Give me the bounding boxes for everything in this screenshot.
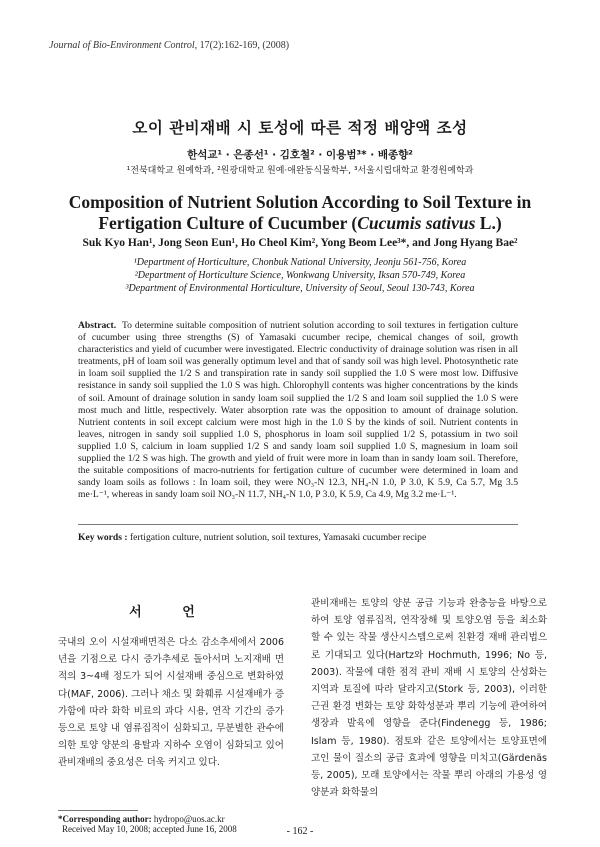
korean-title: 오이 관비재배 시 토성에 따른 적정 배양액 조성 xyxy=(132,119,468,137)
english-title-line2 xyxy=(40,213,560,234)
species-name: Cucumis sativus xyxy=(357,213,476,233)
english-title-line1: Composition of Nutrient Solution According to Soil Texture in xyxy=(68,192,532,212)
author-email: hydropo@uos.ac.kr xyxy=(153,814,225,824)
corresponding-author xyxy=(58,814,237,824)
keywords xyxy=(78,532,518,543)
title-part: L.) xyxy=(475,213,502,233)
korean-affiliations: ¹전북대학교 원예학과, ²원광대학교 원예·애완동식물학부, ³서울시립대학교 환경원예학과 xyxy=(126,166,474,176)
abstract-text: To determine suitable composition of nutrient solution according to soil textures in fertigation culture of cucumber using three strengths (S) of Yamasaki cucumber recipe, chemical changes of soil, growth characteristics and yield of cucumber were investigated. Electric conductivity of drainage solution was risen in all treatments, pH of loam soil was generally optimum level and that of sandy soil was high level. Photosynthetic rate in loam soil supplied the 1/2 S and transpiration rate in sandy soil supplied the 1.0 S were most low. Diffusive resistance in sandy soil supplied the 1.0 S was high. Chlorophyll contents was higher concentrations by the kinds of soil. Amount of drainage solution in sandy loam soil supplied the 1/2 S and loam soil supplied the 1.0 S were most much and little, respectively. Water absorption rate was the opposition to amount of drainage solution. Nutrient contents in soil except calcium were most high in the 1.0 S by the kinds of soil. Nutrient contents in leaves, nitrogen in sandy soil supplied 1.0 S, phosphorus in loam soil supplied 1/2 S, potassium in two soil supplied 1.0 S, calcium in loam supplied 1/2 S and sandy loam soil supplied 1.0 S, magnesium in loam soil supplied the 1/2 S was high. The growth and yield of fruit were more in loam than in sandy loam soil. Therefore, the suitable compositions of macro-nutrients for fertigation culture of cucumber were determined in loam and sandy loam soils as follows : In loam soil, they were NO₃-N 12.3, NH₄-N 1.0, P 3.0, K 5.9, Ca 5.7, Mg 3.5 me·L⁻¹, whereas in sandy loam soil NO₃-N 11.7, NH₄-N 1.0, P 3.0, K 5.9, Ca 4.9, Mg 3.2 me·L⁻¹. xyxy=(78,320,518,501)
journal-volume: 17(2):162-169, (2008) xyxy=(199,40,290,51)
intro-left-column: 국내의 오이 시설재배면적은 다소 감소추세에서 2006년을 기점으로 다시 증가추세로 돌아서며 노지재배 면적의 3~4배 정도가 되어 시설재배 중심으로 변화하였다(MAF, 2006). 그러나 채소 및 화훼류 시설재배가 증가함에 따라 화학 비료의 과다 시용, 연작 기간의 증가 등으로 토양 내 염류집적이 심화되고, 무분별한 관수에 의한 토양 양분의 용탈과 지하수 오염이 심화되고 있어 관비재배의 중요성은 더욱 커지고 있다. xyxy=(58,637,284,769)
keywords-text: fertigation culture, nutrient solution, soil textures, Yamasaki cucumber recipe xyxy=(129,532,427,543)
affiliation-2: ²Department of Horticulture Science, Wonkwang University, Iksan 570-749, Korea xyxy=(134,270,466,281)
keywords-label: Key words : xyxy=(78,532,128,543)
affiliation-1: ¹Department of Horticulture, Chonbuk National University, Jeonju 561-756, Korea xyxy=(133,257,467,268)
abstract-label: Abstract. xyxy=(78,320,117,331)
received-dates: Received May 10, 2008; accepted June 16, 2008 xyxy=(62,824,237,834)
footnote-divider xyxy=(58,810,138,811)
section-heading-introduction: 서 언 xyxy=(129,605,213,620)
english-authors: Suk Kyo Han¹, Jong Seon Eun¹, Ho Cheol Kim², Yong Beom Lee³*, and Jong Hyang Bae² xyxy=(82,237,518,249)
abstract xyxy=(78,320,518,501)
journal-name: Journal of Bio-Environment Control, xyxy=(49,40,198,51)
korean-authors: 한석교¹ · 은종선¹ · 김호철² · 이용범³* · 배종향² xyxy=(187,149,413,161)
journal-citation xyxy=(49,40,289,51)
footnote-label: *Corresponding author: xyxy=(58,814,152,824)
page-number: - 162 - xyxy=(286,826,314,837)
abstract-divider xyxy=(78,524,518,525)
affiliation-3: ³Department of Environmental Horticulture, University of Seoul, Seoul 130-743, Korea xyxy=(125,283,475,294)
title-part: Fertigation Culture of Cucumber ( xyxy=(98,213,358,233)
intro-right-column: 관비재배는 토양의 양분 공급 기능과 완충능을 바탕으로 하여 토양 염류집적, 연작장해 및 토양오염 등을 최소화 할 수 있는 작물 생산시스템으로써 친환경 재배 관리법으로 기대되고 있다(Hartz와 Hochmuth, 1996; No 등, 2003). 작물에 대한 점적 관비 재배 시 토양의 산성화는 지역과 토질에 따라 달라지고(Stork 등, 2003), 이러한 근권 환경 변화는 토양 화학성분과 뿌리 기능에 관여하여 생장과 발육에 영향을 준다(Findenegg 등, 1986; Islam 등, 1980). 점토와 같은 토양에서는 토양표면에 고인 물이 질소의 공급 효과에 영향을 미치고(Gärdenäs 등, 2005), 모래 토양에서는 작물 뿌리 아래의 가용성 영양분과 화학물의 xyxy=(311,598,547,799)
english-title xyxy=(40,192,560,234)
